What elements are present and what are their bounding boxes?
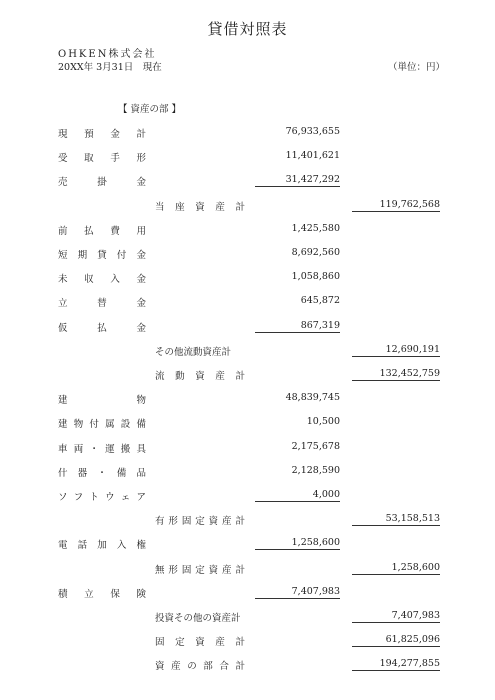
account-label: 什 器 ・ 備 品: [58, 467, 146, 479]
account-label: 積 立 保 険: [58, 588, 146, 600]
table-row: [0, 344, 495, 358]
amount-subtotal: 132,452,759: [352, 368, 440, 381]
amount-detail: 48,839,745: [285, 392, 340, 404]
account-label: 仮 払 金: [58, 322, 146, 334]
amount-subtotal: 194,277,855: [352, 658, 440, 671]
account-label: 建 物: [58, 395, 146, 407]
amount-detail: [255, 634, 340, 635]
subtotal-label: 有 形 固 定 資 産 計: [155, 516, 245, 528]
table-row: [0, 126, 495, 140]
section-heading-assets: 【 資産の部 】: [118, 104, 182, 115]
amount-subtotal: [352, 586, 440, 587]
amount-subtotal: [352, 537, 440, 538]
amount-detail: 2,128,590: [291, 464, 340, 476]
table-row: [0, 295, 495, 309]
account-label: 現 預 金 計: [58, 129, 146, 140]
table-row: [0, 150, 495, 164]
amount-detail: [255, 344, 340, 345]
table-row: [0, 658, 495, 672]
amount-detail: 645,872: [300, 295, 340, 307]
amount-subtotal: [352, 150, 440, 151]
amount-subtotal: [352, 174, 440, 175]
amount-detail: [255, 368, 340, 369]
amount-detail: [255, 658, 340, 659]
table-row: [0, 562, 495, 576]
amount-subtotal: [352, 126, 440, 127]
amount-subtotal: [352, 271, 440, 272]
amount-detail: 31,427,292: [255, 174, 340, 187]
amount-subtotal: 7,407,983: [352, 610, 440, 623]
subtotal-label: 資 産 の 部 合 計: [155, 661, 245, 673]
table-row: [0, 441, 495, 455]
amount-detail: 4,000: [255, 489, 340, 502]
amount-detail: 10,500: [306, 416, 340, 428]
amount-subtotal: 12,690,191: [352, 344, 440, 357]
account-label: 建 物 付 属 設 備: [58, 419, 146, 431]
amount-detail: 867,319: [255, 320, 340, 333]
table-row: [0, 586, 495, 600]
table-row: [0, 537, 495, 551]
amount-detail: 1,425,580: [291, 222, 340, 234]
amount-detail: 76,933,655: [285, 126, 340, 137]
account-label: 受 取 手 形: [58, 153, 146, 165]
table-row: [0, 368, 495, 382]
amount-detail: 7,407,983: [255, 586, 340, 599]
table-row: [0, 513, 495, 527]
amount-detail: 1,058,860: [291, 271, 340, 283]
subtotal-label: 流 動 資 産 計: [155, 371, 245, 382]
amount-detail: 11,401,621: [285, 150, 340, 162]
table-row: [0, 247, 495, 261]
subtotal-label: 投資その他の資産計: [155, 613, 241, 624]
table-row: [0, 634, 495, 648]
amount-subtotal: [352, 247, 440, 248]
subtotal-label: その他流動資産計: [155, 346, 232, 358]
table-row: [0, 610, 495, 624]
amount-subtotal: [352, 392, 440, 393]
table-row: [0, 320, 495, 334]
statement-date: 20XX年 3月31日 現在: [58, 62, 162, 73]
account-label: 前 払 費 用: [58, 225, 146, 237]
amount-subtotal: [352, 223, 440, 224]
table-row: [0, 489, 495, 503]
company-name: OHKEN株式会社: [58, 49, 157, 60]
subtotal-label: 固 定 資 産 計: [155, 637, 245, 649]
amount-subtotal: 1,258,600: [352, 562, 440, 575]
document-title: 貸借対照表: [207, 20, 288, 38]
amount-subtotal: 119,762,568: [352, 199, 440, 212]
amount-subtotal: [352, 416, 440, 417]
amount-subtotal: [352, 441, 440, 442]
table-row: [0, 199, 495, 213]
table-row: [0, 271, 495, 285]
amount-subtotal: [352, 489, 440, 490]
table-row: [0, 416, 495, 430]
amount-detail: 8,692,560: [291, 247, 340, 258]
unit-label: （単位：円）: [388, 62, 446, 73]
account-label: 立 替 金: [58, 298, 146, 310]
table-row: [0, 174, 495, 188]
table-row: [0, 392, 495, 406]
account-label: 未 収 入 金: [58, 274, 146, 286]
account-label: 電 話 加 入 権: [58, 540, 146, 552]
amount-detail: [255, 562, 340, 563]
account-label: 車 両 ・ 運 搬 具: [58, 443, 146, 455]
subtotal-label: 無 形 固 定 資 産 計: [155, 564, 245, 576]
subtotal-label: 当 座 資 産 計: [155, 201, 245, 213]
amount-detail: 2,175,678: [291, 440, 340, 452]
amount-subtotal: 53,158,513: [352, 513, 440, 526]
account-label: 短 期 貸 付 金: [58, 250, 146, 261]
account-label: 売 掛 金: [58, 177, 146, 189]
table-row: [0, 465, 495, 479]
amount-subtotal: 61,825,096: [352, 634, 440, 647]
amount-detail: [255, 610, 340, 611]
amount-subtotal: [352, 295, 440, 296]
table-row: [0, 223, 495, 237]
amount-detail: [255, 513, 340, 514]
amount-detail: [255, 199, 340, 200]
account-label: ソ フ ト ウ ェ ア: [58, 492, 146, 503]
amount-subtotal: [352, 465, 440, 466]
amount-subtotal: [352, 320, 440, 321]
amount-detail: 1,258,600: [255, 537, 340, 550]
